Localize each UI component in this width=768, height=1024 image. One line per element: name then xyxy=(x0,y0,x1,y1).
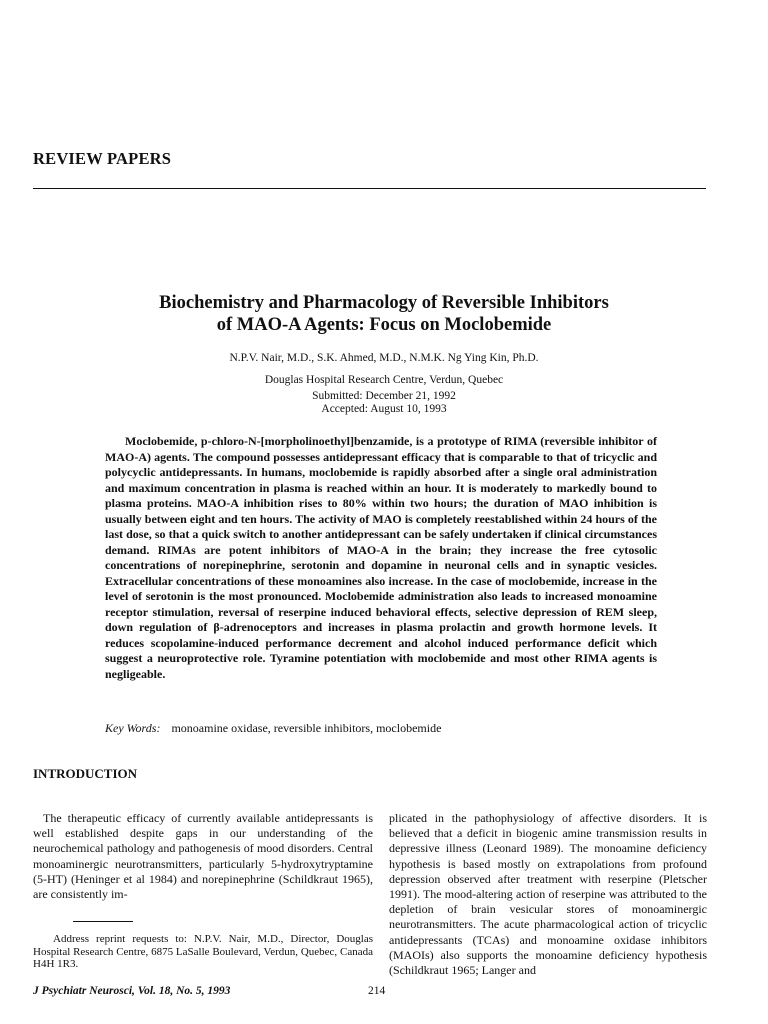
intro-left-text: The therapeutic efficacy of currently available antidepressants is well established despite gaps in our understanding of the neurochemical pathology and pathogenesis of mood disorders. Central monoaminergic neurotransmitters, particularly 5-hydroxytryptamine (5-HT) (Heninger et al 1984) and norepinephrine (Schildkraut 1965), are consistently im- xyxy=(33,811,373,902)
header-rule xyxy=(33,188,706,189)
footnote-rule xyxy=(73,921,133,922)
keywords xyxy=(105,721,665,736)
affiliation: Douglas Hospital Research Centre, Verdun, Quebec xyxy=(264,374,504,386)
intro-column-right: plicated in the pathophysiology of affective disorders. It is believed that a deficit in biogenic amine transmission results in depressive illness (Leonard 1989). The monoamine deficiency hypothesis is based mostly on extrapolations from profound depression observed after treatment with reserpine (Pletscher 1991). The mood-altering action of reserpine was attributed to the depletion of brain vesicular stores of monoaminergic neurotransmitters. The acute pharmacological action of tricyclic antidepressants (TCAs) and monoamine oxidase inhibitors (MAOIs) also supports the monoamine deficiency hypothesis (Schildkraut 1965; Langer and xyxy=(389,811,707,978)
introduction-heading: INTRODUCTION xyxy=(33,766,138,781)
intro-column-left xyxy=(33,811,373,902)
abstract-text: Moclobemide, p-chloro-N-[morpholinoethyl]benzamide, is a prototype of RIMA (reversible inhibitor of MAO-A) agents. The compound possesses antidepressant efficacy that is comparable to that of tricyclic and polycyclic antidepressants. In humans, moclobemide is rapidly absorbed after a single oral administration and maximum concentration in plasma is reached within an hour. It is moderately to markedly bound to plasma proteins. MAO-A inhibition rises to 80% within two hours; the duration of MAO inhibition is usually between eight and ten hours. The activity of MAO is completely reestablished within 24 hours of the last dose, so that a quick switch to another antidepressant can be safely undertaken if clinical circumstances demand. RIMAs are potent inhibitors of MAO-A in the brain; they increase the free cytosolic concentrations of norepinephrine, serotonin and dopamine in neuronal cells and in synaptic vesicles. Extracellular concentrations of these monoamines also increase. In the case of moclobemide, increase in the level of serotonin is the most pronounced. Moclobemide administration also leads to increased monoamine receptor stimulation, reversal of reserpine induced behavioral effects, selective depression of REM sleep, down regulation of β-adrenoceptors and increases in plasma prolactin and growth hormone levels. It reduces scopolamine-induced performance decrement and alcohol induced performance deficit which suggest a neuroprotective role. Tyramine potentiation with moclobemide and most other RIMA agents is negligeable. xyxy=(105,434,657,681)
keywords-label: Key Words: xyxy=(105,721,161,735)
footnote xyxy=(33,933,373,971)
title-line-1: Biochemistry and Pharmacology of Reversible Inhibitors xyxy=(159,293,609,313)
accepted-date: Accepted: August 10, 1993 xyxy=(321,403,447,415)
keywords-list: monoamine oxidase, reversible inhibitors, moclobemide xyxy=(171,721,442,735)
section-label: REVIEW PAPERS xyxy=(33,149,172,168)
footnote-text: Address reprint requests to: N.P.V. Nair, M.D., Director, Douglas Hospital Research Centre, 6875 LaSalle Boulevard, Verdun, Quebec, Canada H4H 1R3. xyxy=(33,933,373,971)
title-line-2: of MAO-A Agents: Focus on Moclobemide xyxy=(216,315,552,335)
abstract xyxy=(105,434,657,682)
submitted-date: Submitted: December 21, 1992 xyxy=(312,390,456,402)
footer-journal-citation: J Psychiatr Neurosci, Vol. 18, No. 5, 1993 xyxy=(33,985,231,997)
page-number: 214 xyxy=(368,985,386,997)
article-title xyxy=(60,292,708,336)
authors: N.P.V. Nair, M.D., S.K. Ahmed, M.D., N.M.K. Ng Ying Kin, Ph.D. xyxy=(229,352,539,364)
